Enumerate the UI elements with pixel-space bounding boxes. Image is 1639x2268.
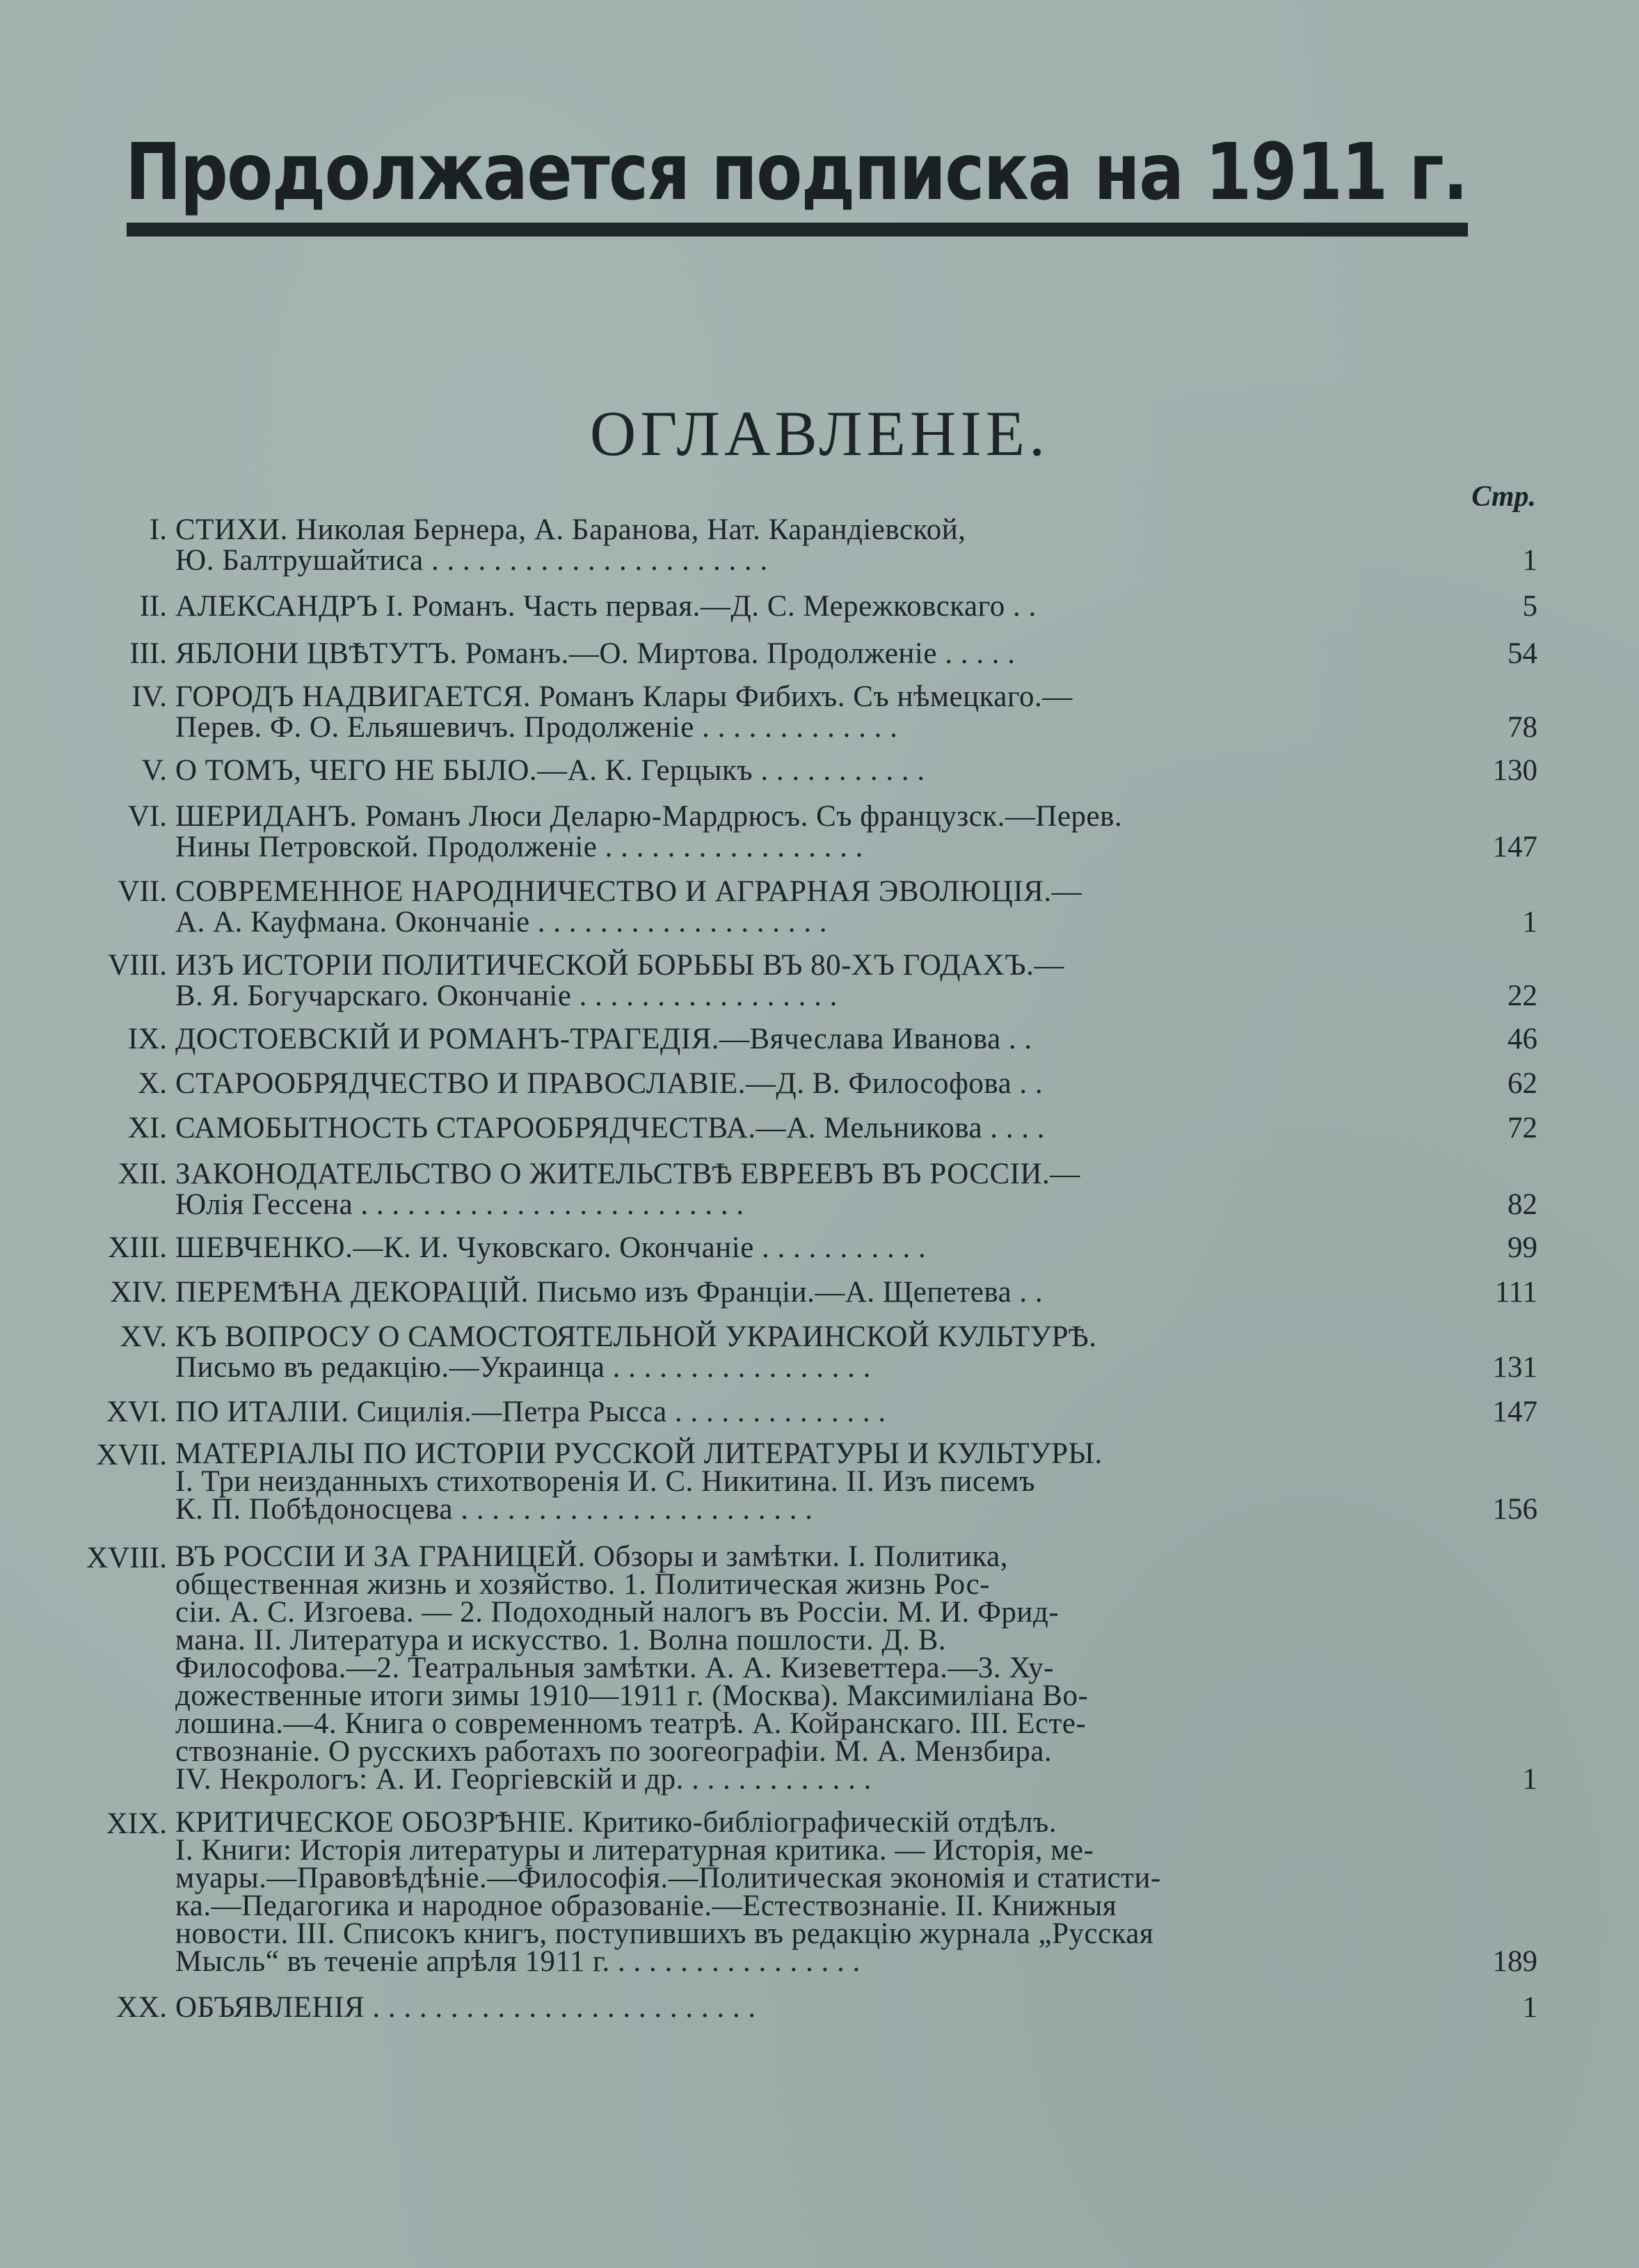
entry-title: ЗАКОНОДАТЕЛЬСТВО О ЖИТЕЛЬСТВѢ ЕВРЕЕВЪ ВЪ РОССІИ.— Юлія Гессена . . . . . . . . . . . . . . . . . . . . . . . . . bbox=[175, 1158, 1080, 1221]
entry-title: ДОСТОЕВСКІЙ И РОМАНЪ-ТРАГЕДІЯ.—Вячеслава Иванова . . bbox=[175, 1023, 1032, 1055]
entry-title: ВЪ РОССІИ И ЗА ГРАНИЦЕЙ. Обзоры и замѣтки. I. Политика, общественная жизнь и хозяйство. 1. Политическая жизнь Рос- сіи. А. С. Изгоева. — 2. Подоходный налогъ въ Россіи. М. И. Фрид- мана. II. Литература и искусство. 1. Волна пошлости. Д. В. Философова.—2. Театральныя замѣтки. А. А. Кизеветтера.—3. Ху- дожественные итоги зимы 1910—1911 г. (Москва). Максимиліана Во- лошина.—4. Книга о современномъ театрѣ. А. Койранскаго. III. Есте- ствознаніе. О русскихъ работахъ по зоогеографіи. М. А. Мензбира. IV. Некрологъ: А. И. Георгіевскій и др. . . . . . . . . . . . . bbox=[175, 1540, 1089, 1796]
entry-title: О ТОМЪ, ЧЕГО НЕ БЫЛО.—А. К. Герцыкъ . . . . . . . . . . . bbox=[175, 754, 925, 787]
entry-title: ГОРОДЪ НАДВИГАЕТСЯ. Романъ Клары Фибихъ. Съ нѣмецкаго.— Перев. Ф. О. Ельяшевичъ. Продолженіе . . . . . . . . . . . . . bbox=[175, 680, 1073, 744]
entry-page: 62 bbox=[1508, 1067, 1537, 1100]
entry-number: IX. bbox=[127, 1023, 167, 1055]
entry-number: XIX. bbox=[106, 1807, 167, 1840]
entry-page: 189 bbox=[1492, 1945, 1537, 1978]
entry-page: 131 bbox=[1492, 1351, 1537, 1384]
entry-page: 82 bbox=[1508, 1188, 1537, 1221]
entry-page: 5 bbox=[1522, 590, 1537, 623]
entry-page: 147 bbox=[1492, 831, 1537, 863]
entry-title: МАТЕРІАЛЫ ПО ИСТОРІИ РУССКОЙ ЛИТЕРАТУРЫ И КУЛЬТУРЫ. I. Три неизданныхъ стихотворенія И. С. Никитина. II. Изъ писемъ К. П. Побѣдоносцева . . . . . . . . . . . . . . . . . . . . . . . bbox=[175, 1437, 1103, 1526]
entry-title: СОВРЕМЕННОЕ НАРОДНИЧЕСТВО И АГРАРНАЯ ЭВОЛЮЦІЯ.— А. А. Кауфмана. Окончаніе . . . . . . . . . . . . . . . . . . . bbox=[175, 875, 1082, 939]
entry-page: 1 bbox=[1522, 544, 1537, 577]
entry-number: VI. bbox=[127, 800, 167, 833]
entry-number: VIII. bbox=[108, 949, 167, 982]
entry-title: КРИТИЧЕСКОЕ ОБОЗРѢНІЕ. Критико-библіографическій отдѣлъ. I. Книги: Исторія литературы и литературная критика. — Исторія, ме- муары.—Правовѣдѣніе.—Философія.—Политическая экономія и статисти- ка.—Педагогика и народное образованіе.—Естествознаніе. II. Книжныя новости. III. Списокъ книгъ, поступившихъ въ редакцію журнала „Русская Мысль“ въ теченіе апрѣля 1911 г. . . . . . . . . . . . . . . . . bbox=[175, 1806, 1161, 1978]
subscription-banner: Продолжается подписка на 1911 г. bbox=[125, 127, 1467, 218]
banner-rule bbox=[127, 223, 1468, 237]
entry-title: ПЕРЕМѢНА ДЕКОРАЦІЙ. Письмо изъ Франціи.—А. Щепетева . . bbox=[175, 1276, 1044, 1309]
entry-page: 1 bbox=[1522, 1763, 1537, 1796]
entry-number: III. bbox=[129, 637, 167, 670]
entry-number: XV. bbox=[120, 1320, 167, 1353]
entry-title: ПО ИТАЛІИ. Сицилія.—Петра Рысса . . . . . . . . . . . . . . bbox=[175, 1396, 886, 1428]
entry-number: XI. bbox=[127, 1112, 167, 1144]
entry-number: XVI. bbox=[106, 1396, 167, 1428]
entry-number: II. bbox=[139, 590, 167, 623]
entry-number: V. bbox=[141, 754, 167, 787]
entry-page: 111 bbox=[1494, 1276, 1537, 1309]
entry-title: САМОБЫТНОСТЬ СТАРООБРЯДЧЕСТВА.—А. Мельникова . . . . bbox=[175, 1112, 1046, 1144]
entry-title: ИЗЪ ИСТОРІИ ПОЛИТИЧЕСКОЙ БОРЬБЫ ВЪ 80-ХЪ ГОДАХЪ.— В. Я. Богучарскаго. Окончаніе . . . . . . . . . . . . . . . . . bbox=[175, 949, 1064, 1012]
entry-title: СТИХИ. Николая Бернера, А. Баранова, Нат. Карандіевской, Ю. Балтрушайтиса . . . . . . . . . . . . . . . . . . . . . . bbox=[175, 513, 966, 577]
entry-number: XIV. bbox=[110, 1276, 167, 1309]
entry-title: СТАРООБРЯДЧЕСТВО И ПРАВОСЛАВІЕ.—Д. В. Философова . . bbox=[175, 1067, 1044, 1100]
entry-page: 147 bbox=[1492, 1396, 1537, 1428]
entry-page: 99 bbox=[1508, 1231, 1537, 1264]
entry-page: 22 bbox=[1508, 980, 1537, 1012]
entry-number: XVII. bbox=[96, 1439, 167, 1471]
entry-page: 1 bbox=[1522, 906, 1537, 939]
entry-title: ОБЪЯВЛЕНІЯ . . . . . . . . . . . . . . . . . . . . . . . . . bbox=[175, 1991, 756, 2024]
entry-page: 130 bbox=[1492, 754, 1537, 787]
entry-page: 78 bbox=[1508, 711, 1537, 744]
entry-number: X. bbox=[138, 1067, 167, 1100]
entry-number: I. bbox=[149, 513, 167, 546]
entry-number: XII. bbox=[118, 1158, 167, 1190]
entry-number: IV. bbox=[131, 680, 167, 713]
entry-title: ШЕВЧЕНКО.—К. И. Чуковскаго. Окончаніе . . . . . . . . . . . bbox=[175, 1231, 927, 1264]
entry-page: 156 bbox=[1492, 1493, 1537, 1526]
entry-number: XVIII. bbox=[86, 1542, 167, 1574]
entry-title: ЯБЛОНИ ЦВѢТУТЪ. Романъ.—О. Миртова. Продолженіе . . . . . bbox=[175, 637, 1016, 670]
entry-title: КЪ ВОПРОСУ О САМОСТОЯТЕЛЬНОЙ УКРАИНСКОЙ КУЛЬТУРѢ. Письмо въ редакцію.—Украинца . . . . . . . . . . . . . . . . . bbox=[175, 1320, 1097, 1384]
entry-number: VII. bbox=[118, 875, 167, 908]
entry-number: XIII. bbox=[108, 1231, 167, 1264]
toc-heading: ОГЛАВЛЕНІЕ. bbox=[589, 398, 1050, 469]
page-column-label: Стр. bbox=[1471, 481, 1536, 513]
entry-title: АЛЕКСАНДРЪ I. Романъ. Часть первая.—Д. С. Мережковскаго . . bbox=[175, 590, 1037, 623]
entry-page: 72 bbox=[1508, 1112, 1537, 1144]
entry-number: XX. bbox=[116, 1991, 167, 2024]
entry-page: 1 bbox=[1522, 1991, 1537, 2024]
entry-title: ШЕРИДАНЪ. Романъ Люси Деларю-Мардрюсъ. Съ французск.—Перев. Нины Петровской. Продолженіе . . . . . . . . . . . . . . . . . bbox=[175, 800, 1123, 863]
entry-page: 54 bbox=[1508, 637, 1537, 670]
entry-page: 46 bbox=[1508, 1023, 1537, 1055]
